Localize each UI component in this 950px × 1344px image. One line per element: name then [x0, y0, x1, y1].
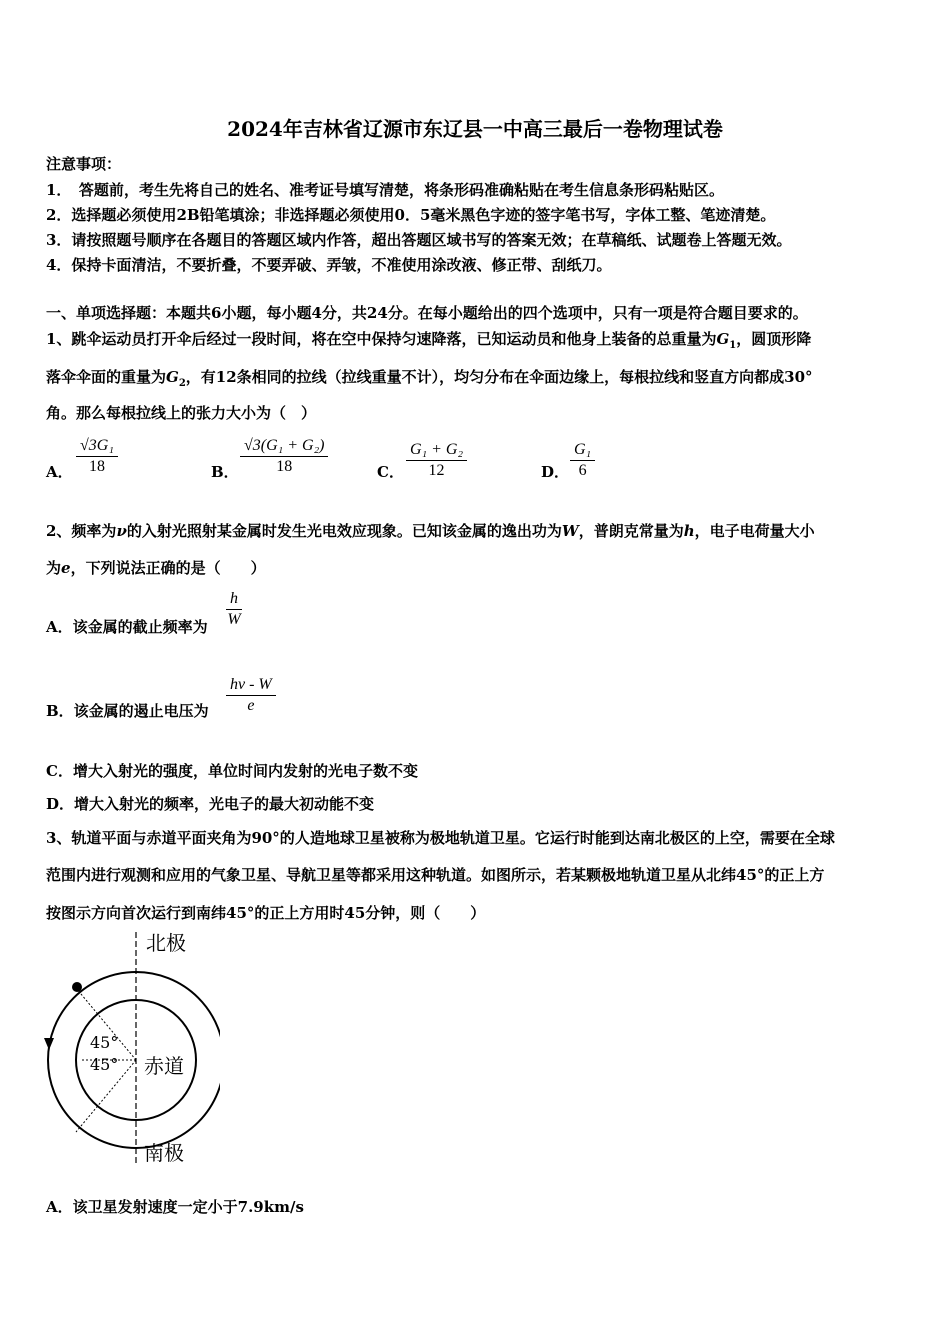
- q2-option-c: C．增大入射光的强度，单位时间内发射的光电子数不变: [46, 762, 418, 780]
- notice-item-2: 2．选择题必须使用2B铅笔填涂；非选择题必须使用0．5毫米黑色字迹的签字笔书写，字体工整、笔迹清楚。: [46, 206, 776, 224]
- q1-option-d-fraction: G₁ 6: [570, 441, 595, 480]
- q1-option-a-fraction: √3G₁ 18: [76, 437, 118, 476]
- section-heading: 一、单项选择题：本题共6小题，每小题4分，共24分。在每小题给出的四个选项中，只有一项是符合题目要求的。: [46, 304, 808, 322]
- q2-line-1: 2、频率为ν的入射光照射某金属时发生光电效应现象。已知该金属的逸出功为W，普朗克常量为h，电子电荷量大小: [46, 522, 815, 540]
- angle-label-north: 45°: [90, 1033, 119, 1052]
- north-pole-label: 北极: [146, 931, 186, 955]
- q3-line-3: 按图示方向首次运行到南纬45°的正上方用时45分钟，则（ ）: [46, 904, 486, 922]
- q1-option-c-label: C．: [377, 463, 404, 481]
- satellite-dot: [72, 982, 82, 992]
- q1-option-b-fraction: √3(G₁ + G₂) 18: [240, 437, 328, 476]
- notice-item-3: 3．请按照题号顺序在各题目的答题区域内作答，超出答题区域书写的答案无效；在草稿纸、试题卷上答题无效。: [46, 231, 792, 249]
- q2-line-2: 为e，下列说法正确的是（ ）: [46, 559, 266, 577]
- q1-line-1: 1、跳伞运动员打开伞后经过一段时间，将在空中保持匀速降落，已知运动员和他身上装备的总重量为$G_1$，圆顶形降: [46, 330, 812, 351]
- south-pole-label: 南极: [144, 1141, 184, 1165]
- q1-line-3: 角。那么每根拉线上的张力大小为（ ）: [46, 404, 317, 422]
- q2-option-b: B．该金属的遏止电压为: [46, 702, 209, 720]
- q3-option-a: A．该卫星发射速度一定小于7.9km/s: [46, 1198, 304, 1216]
- notice-item-1: 1． 答题前，考生先将自己的姓名、准考证号填写清楚，将条形码准确粘贴在考生信息条形码粘贴区。: [46, 181, 724, 199]
- q2-option-a: A．该金属的截止频率为: [46, 618, 208, 636]
- q3-line-2: 范围内进行观测和应用的气象卫星、导航卫星等都采用这种轨道。如图所示，若某颗极地轨道卫星从北纬45°的正上方: [46, 866, 825, 884]
- equator-label: 赤道: [144, 1054, 184, 1078]
- angle-label-south: 45°: [90, 1055, 119, 1074]
- q1-option-b-label: B．: [211, 463, 239, 481]
- q1-option-a-label: A．: [46, 463, 73, 481]
- q2-option-a-fraction: h W: [227, 590, 241, 628]
- direction-arrow-icon: [44, 1038, 54, 1050]
- notice-heading: 注意事项：: [46, 155, 122, 173]
- polar-orbit-figure: [40, 928, 220, 1168]
- q3-line-1: 3、轨道平面与赤道平面夹角为90°的人造地球卫星被称为极地轨道卫星。它运行时能到达南北极区的上空，需要在全球: [46, 829, 835, 847]
- q2-option-d: D．增大入射光的频率，光电子的最大初动能不变: [46, 795, 375, 813]
- q2-option-b-fraction: hν - W e: [226, 676, 276, 715]
- exam-title: 2024年吉林省辽源市东辽县一中高三最后一卷物理试卷: [227, 117, 723, 141]
- q1-option-c-fraction: G₁ + G₂ 12: [406, 441, 467, 480]
- q1-line-2: 落伞伞面的重量为$G_2$，有12条相同的拉线（拉线重量不计），均匀分布在伞面边缘上，每根拉线和竖直方向都成30°: [46, 368, 813, 389]
- notice-item-4: 4．保持卡面清洁，不要折叠，不要弄破、弄皱，不准使用涂改液、修正带、刮纸刀。: [46, 256, 612, 274]
- q1-option-d-label: D．: [541, 463, 570, 481]
